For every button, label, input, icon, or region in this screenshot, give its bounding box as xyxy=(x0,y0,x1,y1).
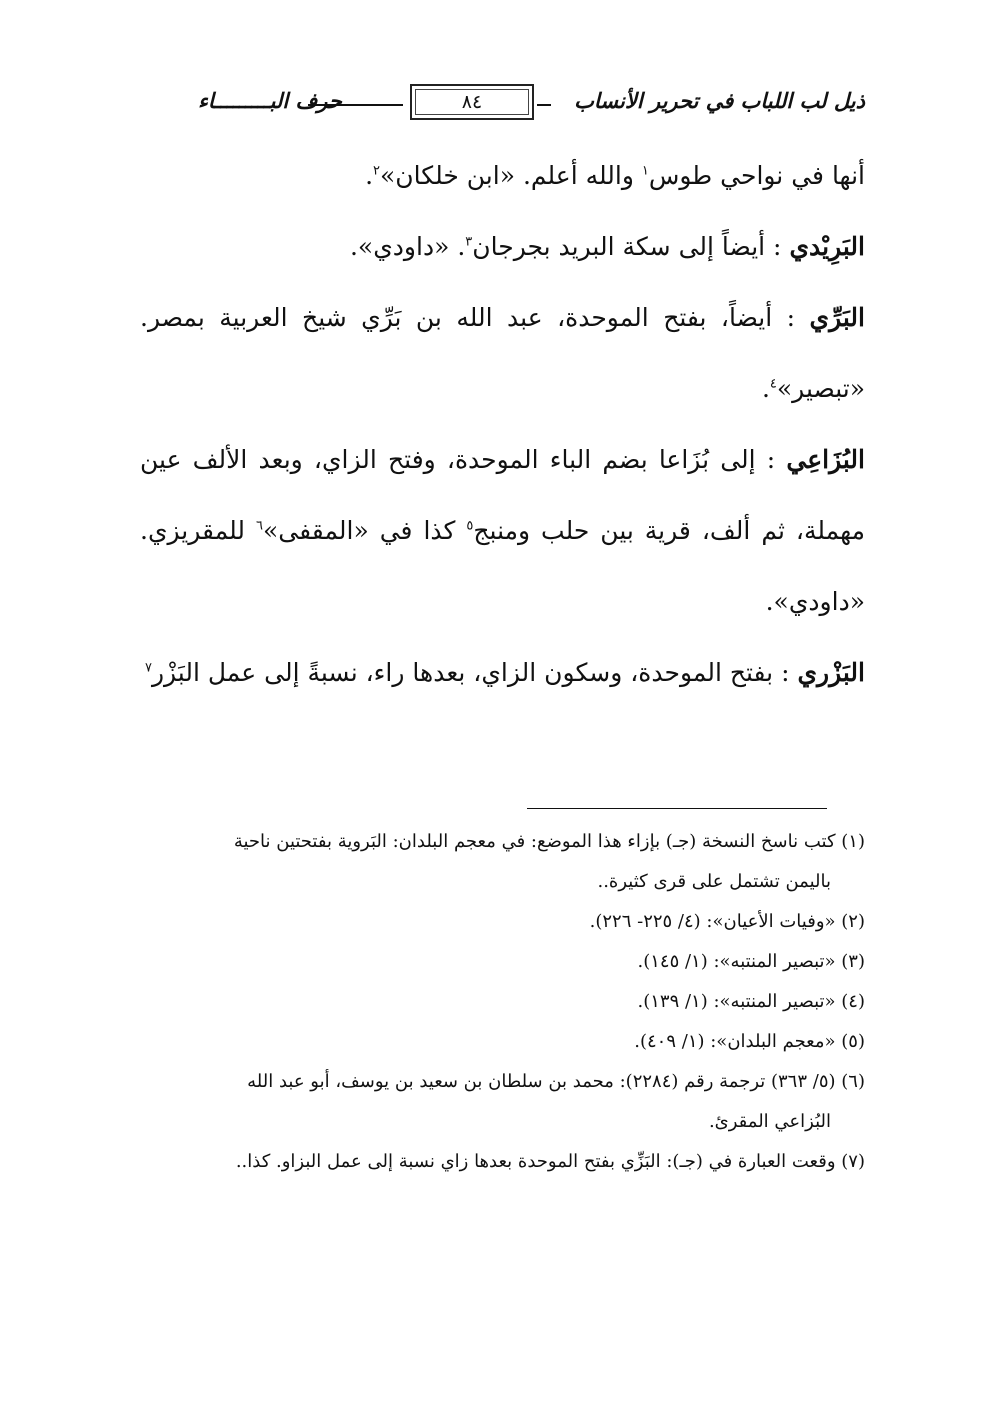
entry-text: . xyxy=(761,374,770,403)
footnote-text: «تبصير المنتبه»: (١/ ١٣٩). xyxy=(637,991,836,1012)
header-rule xyxy=(537,104,551,106)
entry-text: : أيضاً، بفتح الموحدة، عبد الله بن بَرِّي شيخ العربية بمصر. «تبصير» xyxy=(140,303,865,403)
footnote-number: (٣) xyxy=(841,951,865,972)
footnote xyxy=(140,1022,865,1062)
footnote-ref[interactable]: ٢ xyxy=(373,163,381,179)
footnote-text: «وفيات الأعيان»: (٤/ ٢٢٥- ٢٢٦). xyxy=(589,911,836,932)
footnote-text: «معجم البلدان»: (١/ ٤٠٩). xyxy=(634,1031,836,1052)
footnotes xyxy=(140,822,865,1182)
footnote-continuation: باليمن تشتمل على قرى كثيرة.. xyxy=(597,871,831,892)
footnote-ref[interactable]: ١ xyxy=(641,163,649,179)
footnote-continuation: البُزاعي المقرئ. xyxy=(708,1111,831,1132)
entry xyxy=(140,424,865,637)
footnote-number: (٦) xyxy=(841,1071,865,1092)
paragraph xyxy=(140,140,865,211)
footnote-number: (٥) xyxy=(841,1031,865,1052)
paragraph-text: والله أعلم. «ابن خلكان» xyxy=(380,161,642,190)
footnote xyxy=(140,942,865,982)
main-text xyxy=(140,140,865,708)
footnote-number: (٢) xyxy=(841,911,865,932)
entry-text: للمقريزي. «داودي». xyxy=(140,516,865,616)
footnote-ref[interactable]: ٦ xyxy=(256,518,264,534)
footnote xyxy=(140,902,865,942)
letter-section-title: حرف البـــــــــاء xyxy=(198,88,342,113)
entry-text: : إلى بُزَاعا بضم الباء الموحدة، وفتح الزاي، وبعد الألف عين مهملة، ثم ألف، قرية بين حلب ومنبج xyxy=(140,445,865,545)
entry-term: البَرِّي xyxy=(809,303,865,332)
footnote-text: (٥/ ٣٦٣) ترجمة رقم (٢٢٨٤): محمد بن سلطان بن سعيد بن يوسف، أبو عبد الله xyxy=(247,1071,836,1092)
entry-text: كذا في «المقفى» xyxy=(263,516,467,545)
footnote-ref[interactable]: ٤ xyxy=(769,376,777,392)
entry xyxy=(140,637,865,708)
footnote xyxy=(140,1142,865,1182)
footnote-text: «تبصير المنتبه»: (١/ ١٤٥). xyxy=(637,951,836,972)
footnote xyxy=(140,1062,865,1102)
entry-text: : أيضاً إلى سكة البريد بجرجان xyxy=(472,232,782,261)
entry-text: : بفتح الموحدة، وسكون الزاي، بعدها راء، نسبةً إلى عمل البَزْر xyxy=(151,658,790,687)
entry-term: البُزَاعِي xyxy=(786,445,865,474)
book-title: ذيل لب اللباب في تحرير الأنساب xyxy=(574,88,865,113)
entry-term: البَزْري xyxy=(797,658,865,687)
entry xyxy=(140,282,865,424)
entry-term: البَرِيْدي xyxy=(789,232,865,261)
page-number: ٨٤ xyxy=(410,84,534,120)
footnote-separator xyxy=(527,808,827,809)
footnote-text: وقعت العبارة في (جـ): البَزِّي بفتح الموحدة بعدها زاي نسبة إلى عمل البزاو. كذا.. xyxy=(235,1151,836,1172)
footnote-number: (٧) xyxy=(841,1151,865,1172)
running-header xyxy=(140,84,865,124)
footnote xyxy=(140,822,865,862)
entry xyxy=(140,211,865,282)
paragraph-text: أنها في نواحي طوس xyxy=(648,161,865,190)
footnote-number: (١) xyxy=(841,831,865,852)
footnote-ref[interactable]: ٥ xyxy=(466,518,474,534)
paragraph-text: . xyxy=(365,161,374,190)
footnote xyxy=(140,982,865,1022)
footnote-ref[interactable]: ٣ xyxy=(465,234,473,250)
footnote-number: (٤) xyxy=(841,991,865,1012)
footnote-text: كتب ناسخ النسخة (جـ) بإزاء هذا الموضع: في معجم البلدان: البَروية بفتحتين ناحية xyxy=(233,831,836,852)
entry-text: . «داودي». xyxy=(349,232,466,261)
footnote-ref[interactable]: ٧ xyxy=(144,660,152,676)
